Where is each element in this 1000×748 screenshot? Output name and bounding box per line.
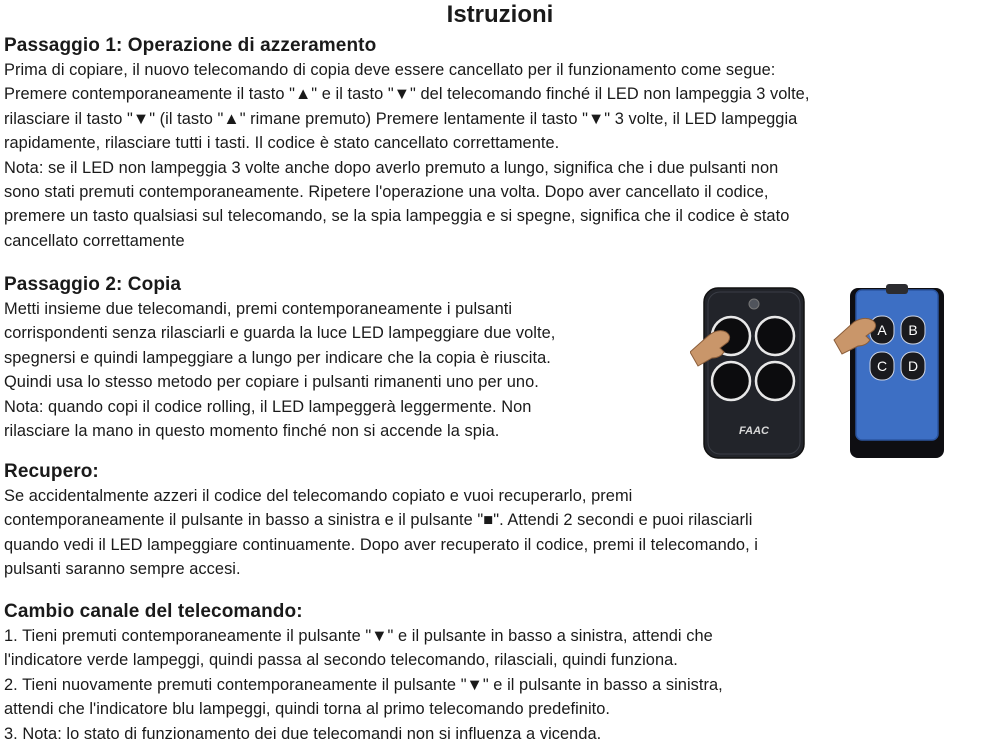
- text-line: l'indicatore verde lampeggi, quindi passa al secondo telecomando, rilasciali, quindi funziona.: [4, 651, 678, 670]
- text-line: spegnersi e quindi lampeggiare a lungo per indicare che la copia è riuscita.: [4, 348, 551, 367]
- text-line: Nota: quando copi il codice rolling, il LED lampeggerà leggermente. Non: [4, 397, 532, 416]
- brand-logo: FAAC: [739, 425, 769, 437]
- text-line: sono stati premuti contemporaneamente. Ripetere l'operazione una volta. Dopo aver cancellato il codice,: [4, 183, 769, 202]
- text-line: 1. Tieni premuti contemporaneamente il pulsante "▼" e il pulsante in basso a sinistra, attendi che: [4, 627, 713, 645]
- section-recovery: [4, 460, 984, 582]
- text-line: pulsanti saranno sempre accesi.: [4, 560, 241, 579]
- page-title: Istruzioni: [446, 1, 554, 28]
- text-line: Premere contemporaneamente il tasto "▲" e il tasto "▼" del telecomando finché il LED non lampeggia 3 volte,: [4, 85, 810, 104]
- text-line: Nota: se il LED non lampeggia 3 volte anche dopo averlo premuto a lungo, significa che i due pulsanti non: [4, 158, 779, 177]
- button-label: C: [876, 358, 888, 374]
- text-line: 2. Tieni nuovamente premuti contemporaneamente il pulsante "▼" e il pulsante in basso a sinistra,: [4, 675, 723, 694]
- button-label: A: [877, 322, 887, 338]
- text-line: contemporaneamente il pulsante in basso a sinistra e il pulsante "■". Attendi 2 secondi e puoi rilasciarli: [4, 511, 753, 530]
- text-line: Quindi usa lo stesso metodo per copiare i pulsanti rimanenti uno per uno.: [4, 373, 539, 392]
- text-line: rilasciare la mano in questo momento finché non si accende la spia.: [4, 422, 500, 441]
- text-line: Prima di copiare, il nuovo telecomando di copia deve essere cancellato per il funzionamento come segue:: [4, 61, 776, 79]
- text-line: quando vedi il LED lampeggiare continuamente. Dopo aver recuperato il codice, premi il telecomando, i: [4, 535, 758, 554]
- text-line: Se accidentalmente azzeri il codice del telecomando copiato e vuoi recuperarlo, premi: [4, 487, 633, 505]
- original-remote: [704, 288, 804, 458]
- remote-button: [756, 362, 794, 400]
- remote-button: [712, 362, 750, 400]
- remote-button: [756, 317, 794, 355]
- section-channel: [4, 600, 994, 746]
- button-label: D: [907, 358, 919, 374]
- section-heading: Cambio canale del telecomando:: [4, 601, 303, 622]
- text-line: attendi che l'indicatore blu lampeggi, quindi torna al primo telecomando predefinito.: [4, 700, 611, 719]
- section-heading: Passaggio 2: Copia: [4, 274, 182, 295]
- section-reset: [4, 34, 1000, 253]
- text-line: premere un tasto qualsiasi sul telecomando, se la spia lampeggia e si spegne, significa che il codice è stato: [4, 207, 790, 226]
- remotes-illustration: [690, 280, 980, 470]
- section-copy: [4, 273, 694, 443]
- text-line: cancellato correttamente: [4, 231, 185, 250]
- text-line: 3. Nota: lo stato di funzionamento dei due telecomandi non si influenza a vicenda.: [4, 724, 602, 743]
- button-label: B: [908, 322, 918, 338]
- text-line: Metti insieme due telecomandi, premi contemporaneamente i pulsanti: [4, 300, 513, 318]
- section-heading: Passaggio 1: Operazione di azzeramento: [4, 35, 377, 56]
- text-line: corrispondenti senza rilasciarli e guarda la luce LED lampeggiare due volte,: [4, 324, 556, 343]
- section-heading: Recupero:: [4, 461, 99, 482]
- text-line: rapidamente, rilasciare tutti i tasti. Il codice è stato cancellato correttamente.: [4, 134, 560, 153]
- led-indicator: [749, 299, 759, 309]
- text-line: rilasciare il tasto "▼" (il tasto "▲" rimane premuto) Premere lentamente il tasto "▼" 3 volte, il LED lampeggia: [4, 109, 798, 128]
- copy-remote: [850, 284, 944, 458]
